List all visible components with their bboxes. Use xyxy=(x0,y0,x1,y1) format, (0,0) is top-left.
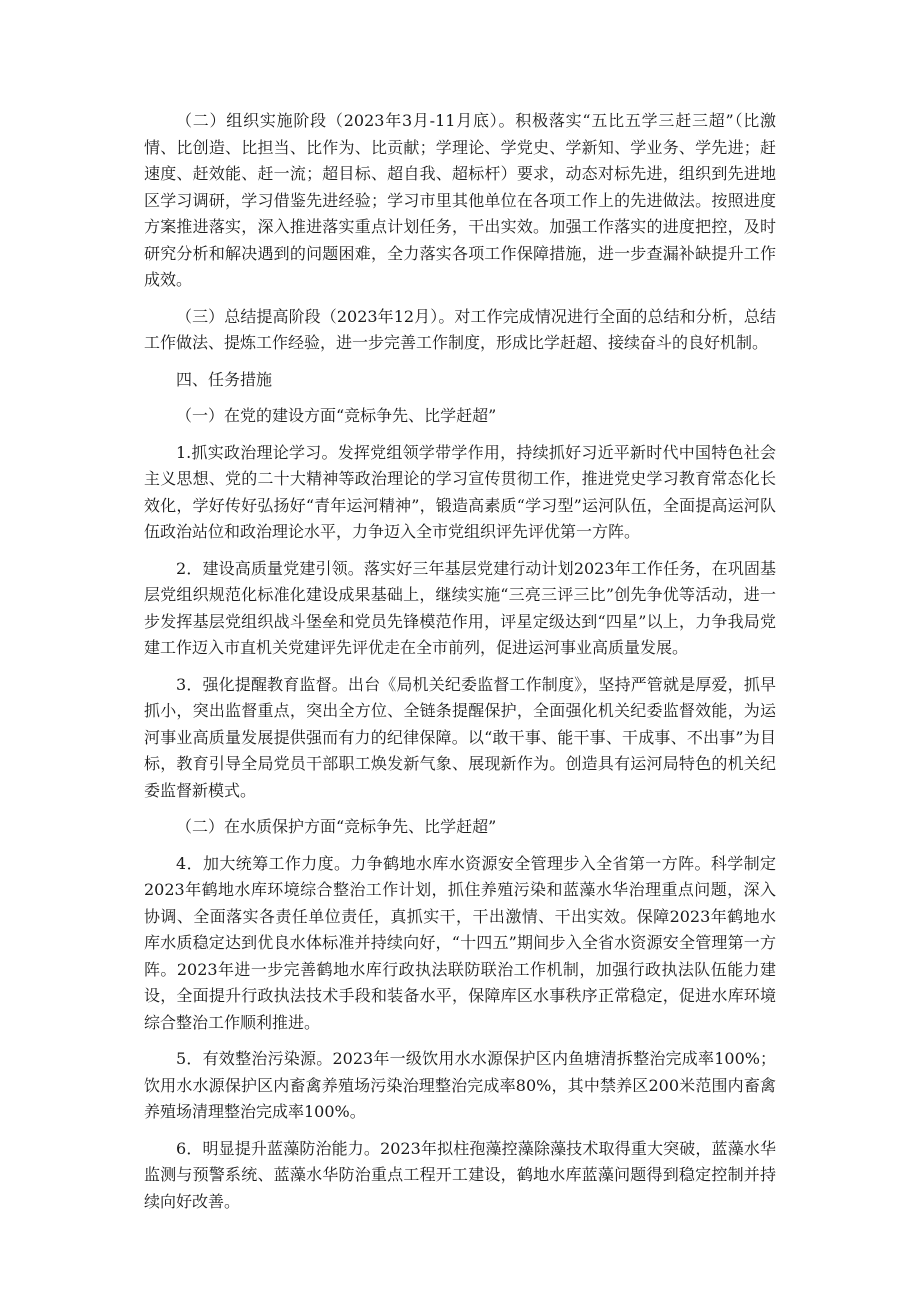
section-heading-task-measures: 四、任务措施 xyxy=(176,369,273,389)
paragraph-item-6: 6．明显提升蓝藻防治能力。2023年拟柱孢藻控藻除藻技术取得重大突破，蓝藻水华监测与预警系统、蓝藻水华防治重点工程开工建设，鹤地水库蓝藻问题得到稳定控制并持续向好改善。 xyxy=(144,1138,776,1211)
paragraph-item-3: 3．强化提醒教育监督。出台《局机关纪委监督工作制度》，坚持严管就是厚爱，抓早抓小，突出监督重点，突出全方位、全链条提醒保护，全面强化机关纪委监督效能，为运河事业高质量发展提供强而有力的纪律保障。以“敢干事、能干事、干成事、不出事”为目标，教育引导全局党员干部职工焕发新气象、展现新作为。创造具有运河局特色的机关纪委监督新模式。 xyxy=(144,674,776,800)
paragraph-phase-three: （三）总结提高阶段（2023年12月）。对工作完成情况进行全面的总结和分析，总结工作做法、提炼工作经验，进一步完善工作制度，形成比学赶超、接续奋斗的良好机制。 xyxy=(144,306,776,352)
paragraph-phase-two: （二）组织实施阶段（2023年3月-11月底）。积极落实“五比五学三赶三超”（比激情、比创造、比担当、比作为、比贡献；学理论、学党史、学新知、学业务、学先进；赶速度、赶效能、赶一流；超目标、超自我、超标杆）要求，动态对标先进，组织到先进地区学习调研，学习借鉴先进经验；学习市里其他单位在各项工作上的先进做法。按照进度方案推进落实，深入推进落实重点计划任务，干出实效。加强工作落实的进度把控，及时研究分析和解决遇到的问题困难，全力落实各项工作保障措施，进一步查漏补缺提升工作成效。 xyxy=(144,111,776,289)
paragraph-item-1: 1.抓实政治理论学习。发挥党组领学带学作用，持续抓好习近平新时代中国特色社会主义思想、党的二十大精神等政治理论的学习宣传贯彻工作，推进党史学习教育常态化长效化，学好传好弘扬好“青年运河精神”，锻造高素质“学习型”运河队伍，全面提高运河队伍政治站位和政治理论水平，力争迈入全市党组织评先评优第一方阵。 xyxy=(144,442,776,541)
paragraph-item-2: 2．建设高质量党建引领。落实好三年基层党建行动计划2023年工作任务，在巩固基层党组织规范化标准化建设成果基础上，继续实施“三亮三评三比”创先争优等活动，进一步发挥基层党组织战斗堡垒和党员先锋模范作用，评星定级达到“四星”以上，力争我局党建工作迈入市直机关党建评先评优走在全市前列，促进运河事业高质量发展。 xyxy=(144,558,776,657)
paragraph-item-5: 5．有效整治污染源。2023年一级饮用水水源保护区内鱼塘清拆整治完成率100%；饮用水水源保护区内畜禽养殖场污染治理整治完成率80%，其中禁养区200米范围内畜禽养殖场清理整治完成率100%。 xyxy=(144,1049,776,1121)
subsection-heading-party-building: （一）在党的建设方面“竞标争先、比学赶超” xyxy=(176,406,497,425)
paragraph-item-4: 4．加大统筹工作力度。力争鹤地水库水资源安全管理步入全省第一方阵。科学制定2023年鹤地水库环境综合整治工作计划，抓住养殖污染和蓝藻水华治理重点问题，深入协调、全面落实各责任单位责任，真抓实干，干出激情、干出实效。保障2023年鹤地水库水质稳定达到优良水体标准并持续向好，“十四五”期间步入全省水资源安全管理第一方阵。2023年进一步完善鹤地水库行政执法联防联治工作机制，加强行政执法队伍能力建设，全面提升行政执法技术手段和装备水平，保障库区水事秩序正常稳定，促进水库环境综合整治工作顺利推进。 xyxy=(144,853,776,1032)
subsection-heading-water-quality: （二）在水质保护方面“竞标争先、比学赶超” xyxy=(176,817,497,836)
document-page xyxy=(144,108,776,1215)
